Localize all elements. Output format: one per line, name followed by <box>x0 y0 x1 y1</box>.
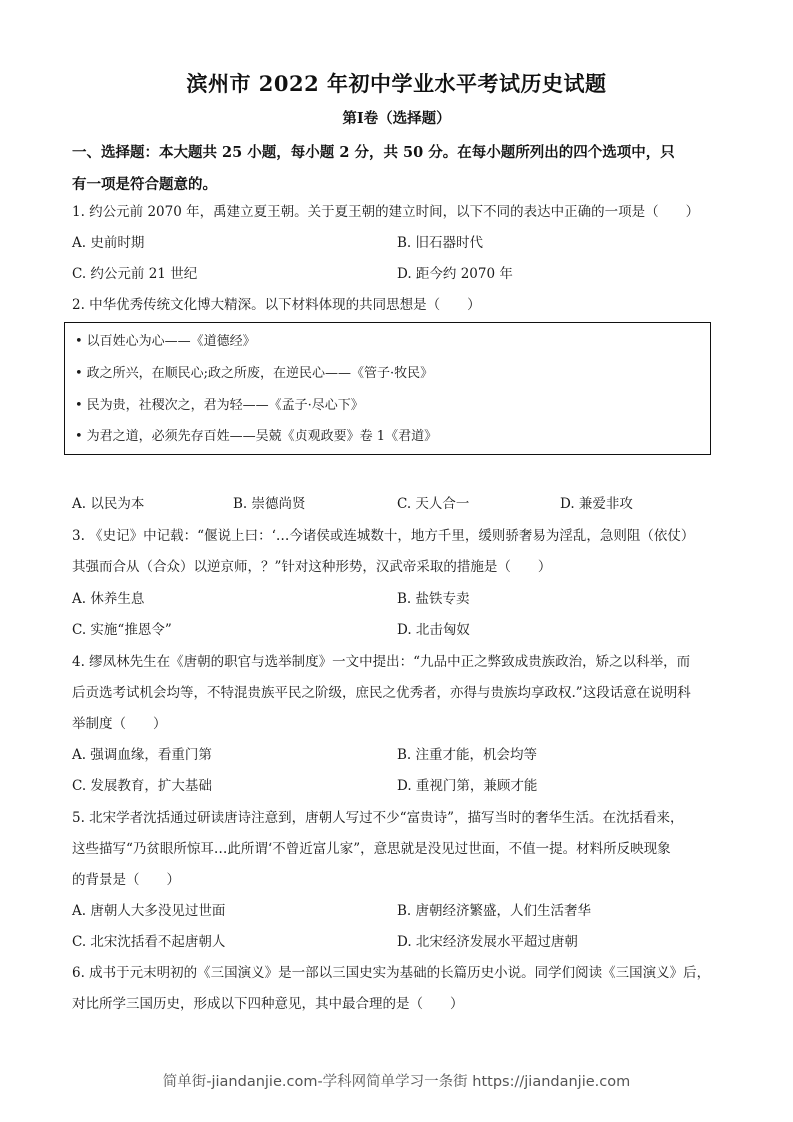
question-6-stem-line: 对比所学三国历史，形成以下四种意见，其中最合理的是（ ） <box>72 996 464 1012</box>
question-5-option-b[interactable]: B. 唐朝经济繁盛，人们生活奢华 <box>397 903 592 919</box>
question-1-option-b[interactable]: B. 旧石器时代 <box>397 235 484 251</box>
question-2-material-box <box>64 322 711 455</box>
question-1-stem: 1. 约公元前 2070 年，禹建立夏王朝。关于夏王朝的建立时间，以下不同的表达中正确的一项是（ ） <box>72 204 700 220</box>
question-5-stem-line: 这些描写“乃贫眼所惊耳…此所谓‘不曾近富儿家”，意思就是没见过世面，不值一提。材料所反映现象 <box>72 841 671 857</box>
question-3-option-c[interactable]: C. 实施“推恩令” <box>72 622 172 638</box>
question-4-option-b[interactable]: B. 注重才能，机会均等 <box>397 747 538 763</box>
question-3-stem-line: 其强而合从（合众）以逆京师，？”针对这种形势，汉武帝采取的措施是（ ） <box>72 559 552 575</box>
question-4-stem-line: 后贡选考试机会均等，不特混贵族平民之阶级，庶民之优秀者，亦得与贵族均享政权.”这段话意在说明科 <box>72 685 691 701</box>
question-1-option-d[interactable]: D. 距今约 2070 年 <box>397 266 513 282</box>
question-5-stem-line: 的背景是（ ） <box>72 872 180 888</box>
page-title: 滨州市 2022 年初中学业水平考试历史试题 <box>186 71 607 96</box>
section-instruction-line: 有一项是符合题意的。 <box>72 176 217 193</box>
bullet-icon: • <box>75 366 83 381</box>
question-4-stem-line: 4. 缪凤林先生在《唐朝的职官与选举制度》一文中提出：“九品中正之弊致成贵族政治，矫之以科举，而 <box>72 654 691 670</box>
material-item: • 以百姓心为心——《道德经》 <box>75 332 256 352</box>
question-2-option-c[interactable]: C. 天人合一 <box>397 496 470 512</box>
question-4-option-a[interactable]: A. 强调血缘，看重门第 <box>72 747 212 763</box>
question-3-option-d[interactable]: D. 北击匈奴 <box>397 622 470 638</box>
bullet-icon: • <box>75 398 83 413</box>
footer-watermark: 简单街-jiandanjie.com-学科网简单学习一条街 https://jiandanjie.com <box>162 1074 631 1090</box>
question-3-option-b[interactable]: B. 盐铁专卖 <box>397 591 470 607</box>
question-5-stem-line: 5. 北宋学者沈括通过研读唐诗注意到，唐朝人写过不少“富贵诗”，描写当时的奢华生活。在沈括看来， <box>72 810 684 826</box>
question-5-option-c[interactable]: C. 北宋沈括看不起唐朝人 <box>72 934 226 950</box>
page-subtitle: 第Ⅰ卷（选择题） <box>342 110 451 127</box>
question-6-stem-line: 6. 成书于元末明初的《三国演义》是一部以三国史实为基础的长篇历史小说。同学们阅读《三国演义》后， <box>72 965 711 981</box>
question-3-option-a[interactable]: A. 休养生息 <box>72 591 145 607</box>
question-5-option-a[interactable]: A. 唐朝人大多没见过世面 <box>72 903 226 919</box>
material-item: • 为君之道，必须先存百姓——吴兢《贞观政要》卷 1《君道》 <box>75 427 437 447</box>
question-1-option-c[interactable]: C. 约公元前 21 世纪 <box>72 266 198 282</box>
question-4-option-d[interactable]: D. 重视门第，兼顾才能 <box>397 778 538 794</box>
bullet-icon: • <box>75 429 83 444</box>
bullet-icon: • <box>75 334 83 349</box>
material-item: • 政之所兴，在顺民心;政之所废，在逆民心——《管子·牧民》 <box>75 364 433 384</box>
material-item: • 民为贵，社稷次之，君为轻——《孟子·尽心下》 <box>75 396 364 416</box>
question-4-option-c[interactable]: C. 发展教育，扩大基础 <box>72 778 212 794</box>
section-instruction-line: 一、选择题：本大题共 25 小题，每小题 2 分，共 50 分。在每小题所列出的四个选项中，只 <box>72 144 675 161</box>
question-5-option-d[interactable]: D. 北宋经济发展水平超过唐朝 <box>397 934 578 950</box>
section-instruction <box>72 137 722 201</box>
question-2-stem: 2. 中华优秀传统文化博大精深。以下材料体现的共同思想是（ ） <box>72 297 481 313</box>
question-1-option-a[interactable]: A. 史前时期 <box>72 235 145 251</box>
question-2-option-a[interactable]: A. 以民为本 <box>72 496 145 512</box>
question-2-option-d[interactable]: D. 兼爱非攻 <box>560 496 633 512</box>
question-4-stem-line: 举制度（ ） <box>72 716 167 732</box>
question-3-stem-line: 3. 《史记》中记载：“偃说上曰：‘…今诸侯或连城数十，地方千里，缓则骄奢易为淫乱，急则阻（依仗） <box>72 528 695 544</box>
question-2-option-b[interactable]: B. 崇德尚贤 <box>233 496 306 512</box>
